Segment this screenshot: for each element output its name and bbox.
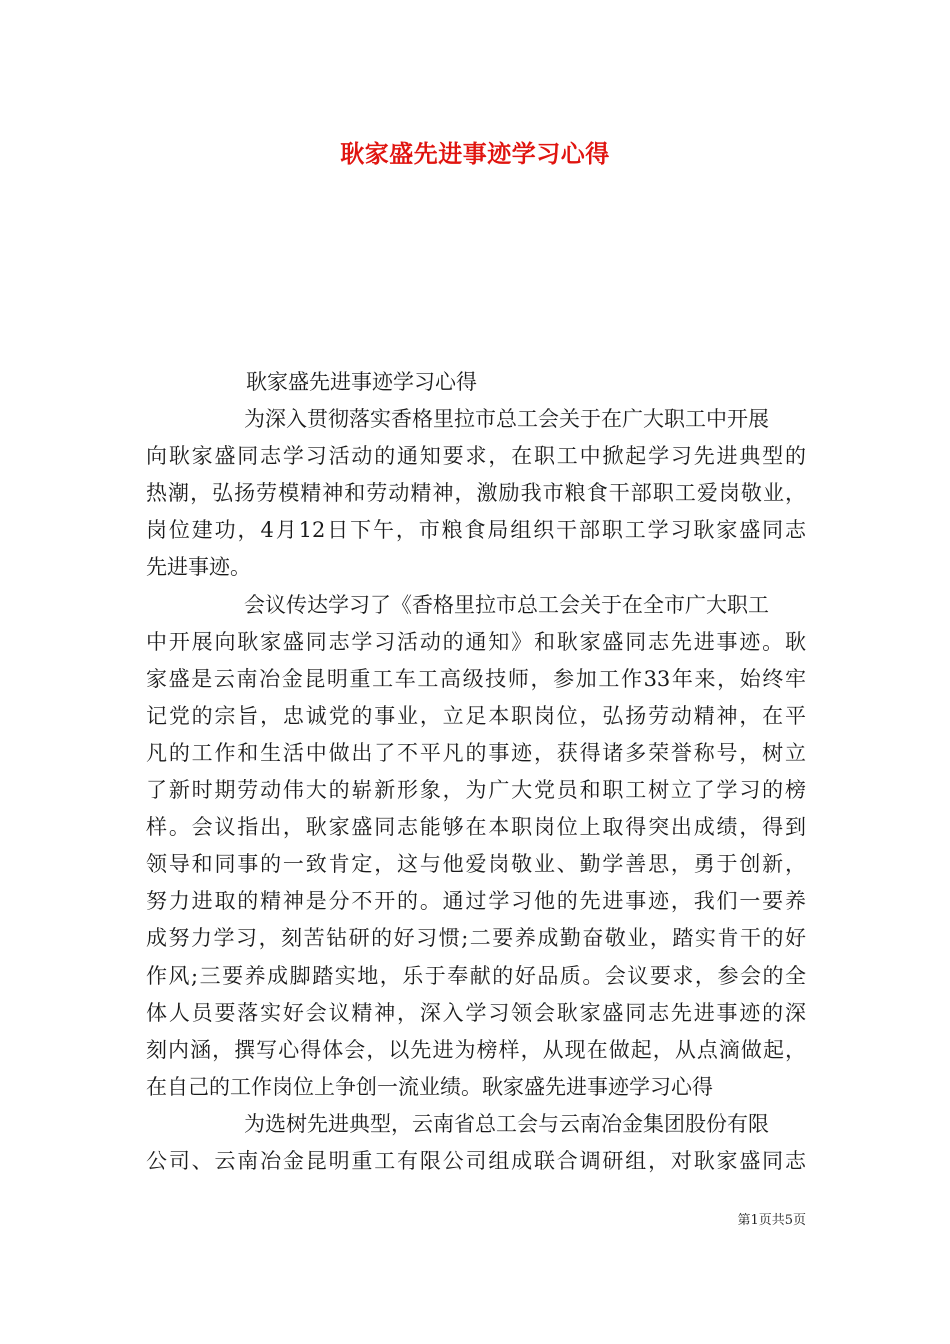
paragraph-1-line-1: 为深入贯彻落实香格里拉市总工会关于在广大职工中开展 (244, 407, 769, 432)
paragraph-2-line-1: 会议传达学习了《香格里拉市总工会关于在全市广大职工 (244, 592, 769, 617)
paragraph-2-line-10: 成努力学习，刻苦钻研的好习惯;二要养成勤奋敬业，踏实肯干的好 (146, 926, 806, 951)
paragraph-2-line-5: 凡的工作和生活中做出了不平凡的事迹，获得诸多荣誉称号，树立 (146, 740, 806, 765)
paragraph-3-line-2: 公司、云南冶金昆明重工有限公司组成联合调研组，对耿家盛同志 (146, 1148, 806, 1173)
paragraph-2-line-9: 努力进取的精神是分不开的。通过学习他的先进事迹，我们一要养 (146, 889, 806, 914)
paragraph-2-line-3: 家盛是云南冶金昆明重工车工高级技师，参加工作33年来，始终牢 (146, 666, 806, 691)
paragraph-1-line-4: 岗位建功，4月12日下午，市粮食局组织干部职工学习耿家盛同志 (146, 518, 806, 543)
paragraph-2-line-2: 中开展向耿家盛同志学习活动的通知》和耿家盛同志先进事迹。耿 (146, 629, 806, 654)
paragraph-2-line-12: 体人员要落实好会议精神，深入学习领会耿家盛同志先进事迹的深 (146, 1000, 806, 1025)
paragraph-2-line-4: 记党的宗旨，忠诚党的事业，立足本职岗位，弘扬劳动精神，在平 (146, 703, 806, 728)
paragraph-1-line-2: 向耿家盛同志学习活动的通知要求，在职工中掀起学习先进典型的 (146, 444, 806, 469)
page-number-footer: 第1页共5页 (737, 1213, 806, 1228)
paragraph-1-line-5: 先进事迹。 (146, 555, 251, 580)
paragraph-3-line-1: 为选树先进典型，云南省总工会与云南冶金集团股份有限 (244, 1111, 769, 1136)
paragraph-2-line-7: 样。会议指出，耿家盛同志能够在本职岗位上取得突出成绩，得到 (146, 815, 806, 840)
paragraph-1-line-3: 热潮，弘扬劳模精神和劳动精神，激励我市粮食干部职工爱岗敬业， (146, 481, 806, 506)
document-title: 耿家盛先进事迹学习心得 (340, 139, 610, 168)
paragraph-2-line-8: 领导和同事的一致肯定，这与他爱岗敬业、勤学善思，勇于创新， (146, 852, 806, 877)
paragraph-2-line-6: 了新时期劳动伟大的崭新形象，为广大党员和职工树立了学习的榜 (146, 778, 806, 803)
paragraph-2-line-11: 作风;三要养成脚踏实地，乐于奉献的好品质。会议要求，参会的全 (146, 963, 806, 988)
document-body (146, 364, 806, 1180)
subtitle-line: 耿家盛先进事迹学习心得 (246, 370, 477, 394)
paragraph-2-line-13: 刻内涵，撰写心得体会，以先进为榜样，从现在做起，从点滴做起， (146, 1037, 806, 1062)
paragraph-2-line-14: 在自己的工作岗位上争创一流业绩。耿家盛先进事迹学习心得 (146, 1074, 713, 1099)
